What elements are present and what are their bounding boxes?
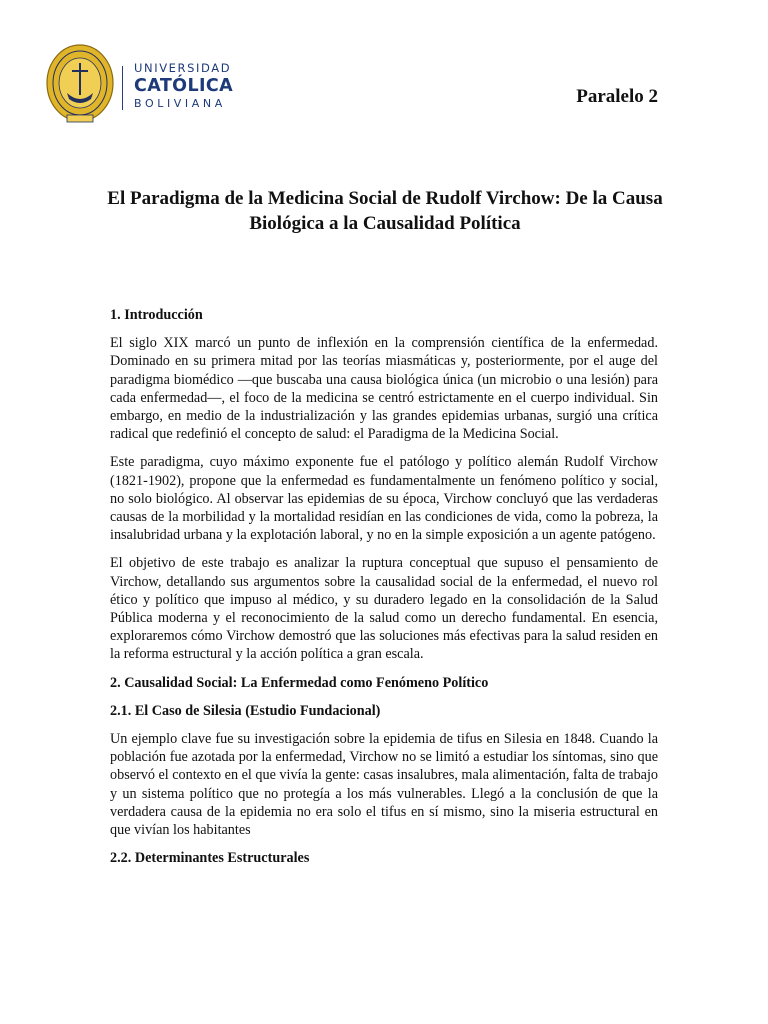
page-header <box>0 0 768 160</box>
paragraph: Un ejemplo clave fue su investigación sobre la epidemia de tifus en Silesia en 1848. Cuando la población fue azotada por la enfermedad, Virchow no se limitó a estudiar los síntomas, sino que observó el contexto en el que vivía la gente: casas insalubres, mala alimentación, falta de trabajo y un sistema político que no protegía a los más vulnerables. Llegó a la conclusión de que la verdadera causa de la epidemia no era solo el tifus en sí mismo, sino la miseria estructural en que vivían los habitantes <box>110 731 658 839</box>
paragraph: El siglo XIX marcó un punto de inflexión en la comprensión científica de la enfermedad. Dominado en su primera mitad por las teorías miasmáticas y, posteriormente, por el auge del paradigma biomédico —que buscaba una causa biológica única (un microbio o una lesión) para cada enfermedad—, el foco de la medicina se centró estrictamente en el cuerpo individual. Sin embargo, en medio de la industrialización y las grandes epidemias urbanas, surgió una crítica radical que redefinió el concepto de salud: el Paradigma de la Medicina Social. <box>110 335 658 443</box>
header-divider <box>122 66 123 110</box>
university-logo-text <box>134 63 233 109</box>
paragraph: Este paradigma, cuyo máximo exponente fue el patólogo y político alemán Rudolf Virchow (1821-1902), propone que la enfermedad es fundamentalmente un fenómeno político y social, no solo biológico. Al observar las epidemias de su época, Virchow concluyó que las verdaderas causas de la morbilidad y la mortalidad residían en las condiciones de vida, como la pobreza, la insalubridad urbana y la explotación laboral, y no en la simple exposición a un agente patógeno. <box>110 454 658 544</box>
paralelo-label: Paralelo 2 <box>576 86 658 107</box>
subsection-heading: 2.2. Determinantes Estructurales <box>110 850 310 867</box>
subsection-heading: 2.1. El Caso de Silesia (Estudio Fundacional) <box>110 702 381 719</box>
university-line3: BOLIVIANA <box>134 97 226 110</box>
document-title: El Paradigma de la Medicina Social de Rudolf Virchow: De la Causa Biológica a la Causalidad Política <box>107 188 663 234</box>
document-body <box>110 306 658 877</box>
university-seal-icon <box>45 43 115 127</box>
section-heading: 1. Introducción <box>110 307 203 323</box>
university-line2: CATÓLICA <box>134 75 234 96</box>
university-line1: UNIVERSIDAD <box>134 61 232 75</box>
section-heading: 2. Causalidad Social: La Enfermedad como Fenómeno Político <box>110 674 489 691</box>
paragraph: El objetivo de este trabajo es analizar la ruptura conceptual que supuso el pensamiento de Virchow, detallando sus argumentos sobre la causalidad social de la enfermedad, el nuevo rol ético y político que impuso al médico, y su duradero legado en la consolidación de la Salud Pública moderna y el reconocimiento de la salud como un derecho fundamental. En esencia, exploraremos cómo Virchow demostró que las soluciones más efectivas para la salud residen en la reforma estructural y la acción política a gran escala. <box>110 555 658 663</box>
